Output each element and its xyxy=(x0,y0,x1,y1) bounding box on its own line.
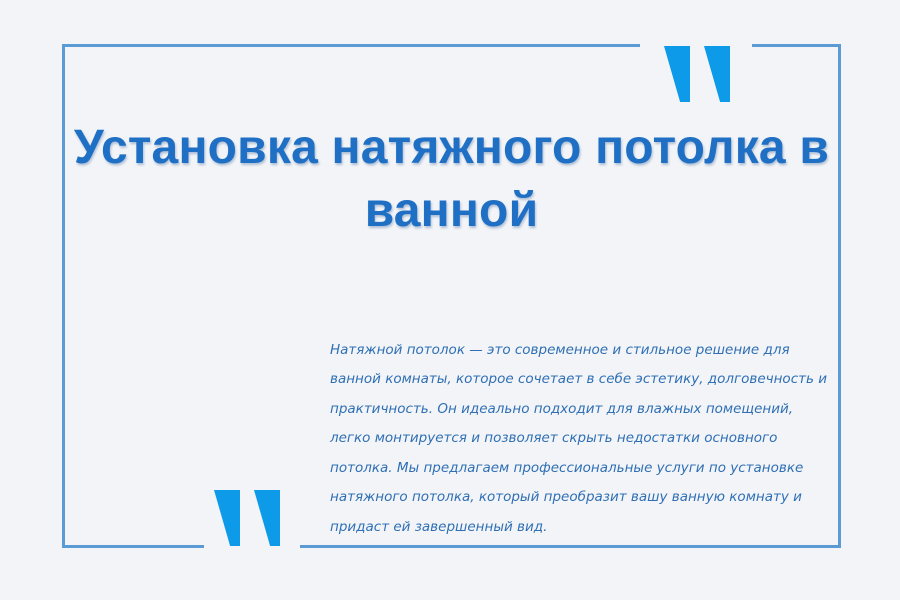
frame-border-bottom-right xyxy=(300,545,841,548)
title-block xyxy=(62,116,841,243)
quote-close-bar-right xyxy=(254,490,280,546)
frame-border-top-right xyxy=(752,44,838,47)
page-title: Установка натяжного потолка в ванной xyxy=(73,121,830,238)
frame-border-bottom-left xyxy=(62,545,204,548)
quote-open-icon xyxy=(664,46,730,102)
body-paragraph: Натяжной потолок — это современное и стильное решение для ванной комнаты, которое сочетает в себе эстетику, долговечность и практичность. Он идеально подходит для влажных помещений, легко монтируется и позволяет скрыть недостатки основного потолка. Мы предлагаем профессиональные услуги по установке натяжного потолка, который преобразит вашу ванную комнату и придаст ей завершенный вид. xyxy=(330,342,828,535)
quote-close-bar-left xyxy=(214,490,240,546)
body-block xyxy=(330,336,832,542)
frame-border-top xyxy=(62,44,640,47)
quote-open-bar-right xyxy=(704,46,730,102)
quote-close-icon xyxy=(214,490,280,546)
quote-open-bar-left xyxy=(664,46,690,102)
